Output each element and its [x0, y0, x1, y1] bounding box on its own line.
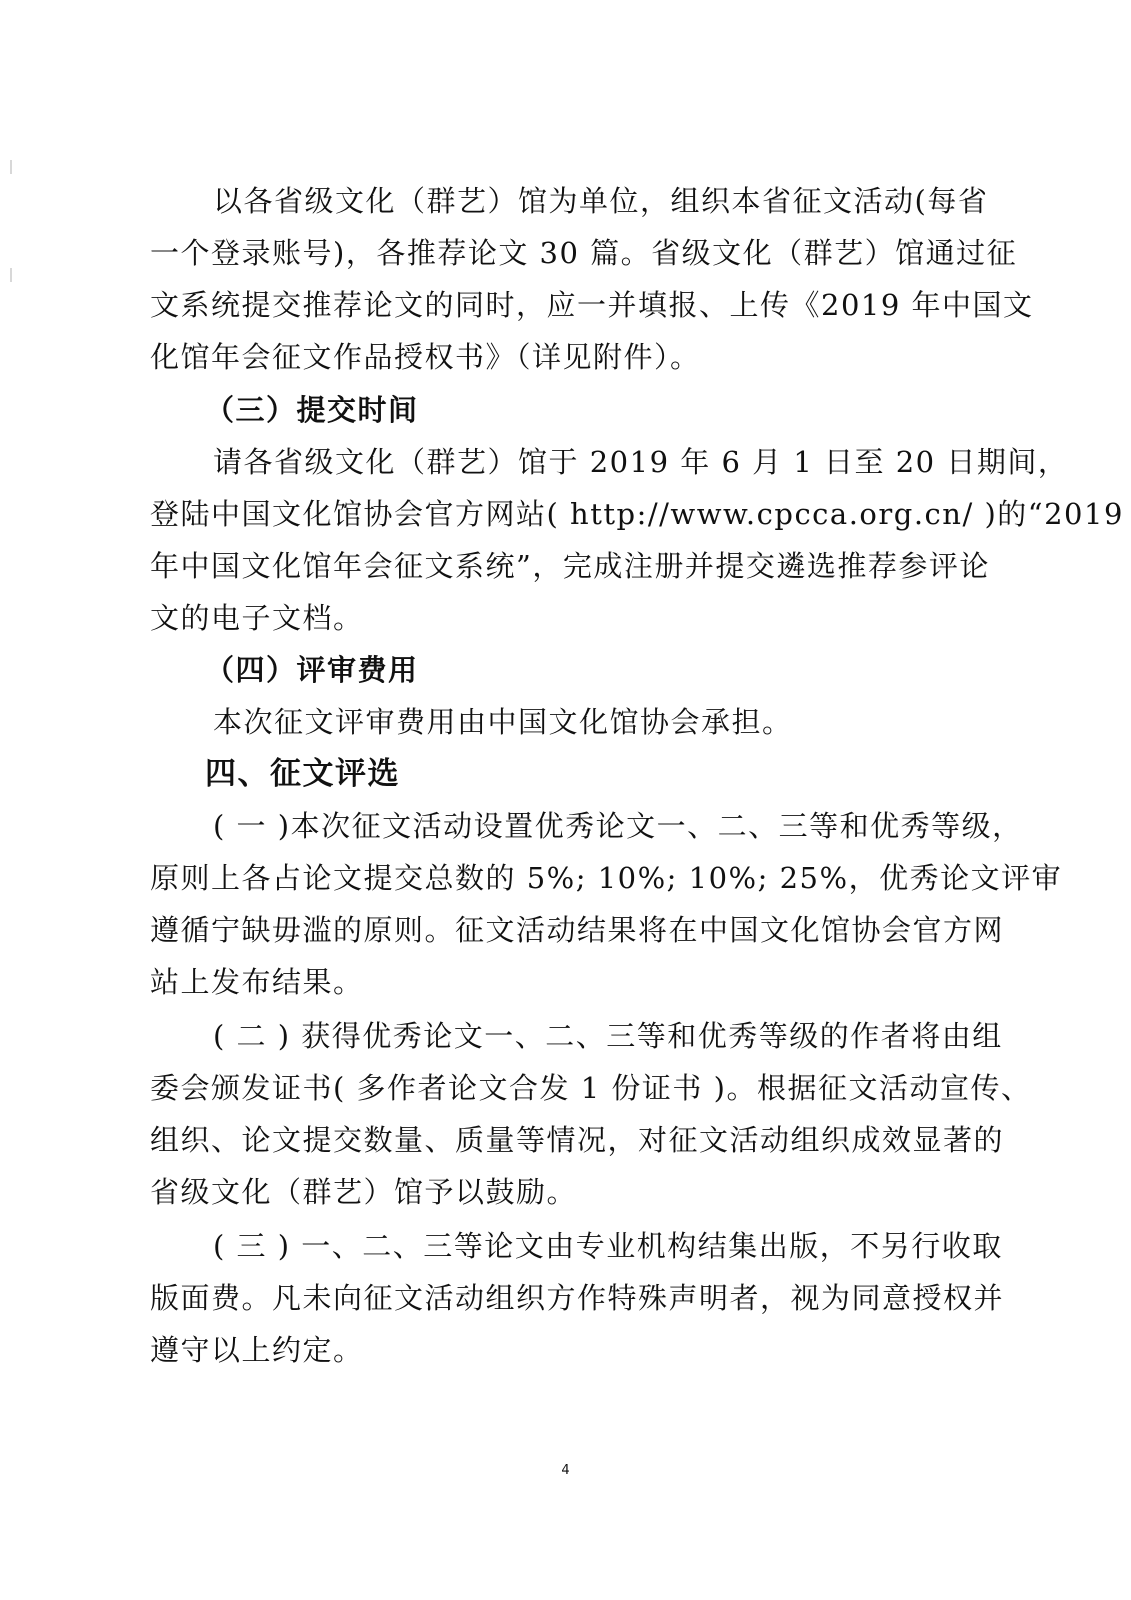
paragraph-line: ( 一 )本次征文活动设置优秀论文一、二、三等和优秀等级， — [213, 809, 1023, 843]
paragraph-line: 化馆年会征文作品授权书》（详见附件）。 — [150, 340, 701, 374]
paragraph-line: 登陆中国文化馆协会官方网站( http://www.cpcca.org.cn/ )的“2019 — [150, 497, 1124, 531]
paragraph-line: 站上发布结果。 — [150, 965, 364, 999]
paragraph-line: 文系统提交推荐论文的同时，应一并填报、上传《2019 年中国文 — [150, 288, 1034, 322]
scan-artifact — [10, 160, 12, 174]
paragraph-line: 请各省级文化（群艺）馆于 2019 年 6 月 1 日至 20 日期间， — [213, 445, 1069, 479]
paragraph-line: 原则上各占论文提交总数的 5%; 10%; 10%; 25%，优秀论文评审 — [150, 861, 1063, 895]
scan-artifact — [10, 268, 12, 282]
paragraph-line: ( 二 ) 获得优秀论文一、二、三等和优秀等级的作者将由组 — [213, 1019, 1003, 1053]
paragraph-line: 本次征文评审费用由中国文化馆协会承担。 — [213, 705, 793, 739]
paragraph-line: 组织、论文提交数量、质量等情况，对征文活动组织成效显著的 — [150, 1123, 1005, 1157]
paragraph-line: 一个登录账号)，各推荐论文 30 篇。省级文化（群艺）馆通过征 — [150, 236, 1018, 270]
paragraph-line: 委会颁发证书( 多作者论文合发 1 份证书 )。根据征文活动宣传、 — [150, 1071, 1032, 1105]
paragraph-line: 省级文化（群艺）馆予以鼓励。 — [150, 1175, 578, 1209]
section-heading: 四、征文评选 — [205, 756, 400, 792]
paragraph-line: 年中国文化馆年会征文系统”，完成注册并提交遴选推荐参评论 — [150, 549, 990, 583]
paragraph-line: 版面费。凡未向征文活动组织方作特殊声明者，视为同意授权并 — [150, 1281, 1005, 1315]
paragraph-line: ( 三 ) 一、二、三等论文由专业机构结集出版，不另行收取 — [213, 1229, 1003, 1263]
paragraph-line: 以各省级文化（群艺）馆为单位，组织本省征文活动(每省 — [213, 184, 989, 218]
paragraph-line: 遵循宁缺毋滥的原则。征文活动结果将在中国文化馆协会官方网 — [150, 913, 1005, 947]
paragraph-line: 遵守以上约定。 — [150, 1333, 364, 1367]
paragraph-line: 文的电子文档。 — [150, 601, 364, 635]
section-heading: （三）提交时间 — [205, 393, 419, 427]
section-heading: （四）评审费用 — [205, 653, 419, 687]
page-number: 4 — [561, 1463, 570, 1478]
